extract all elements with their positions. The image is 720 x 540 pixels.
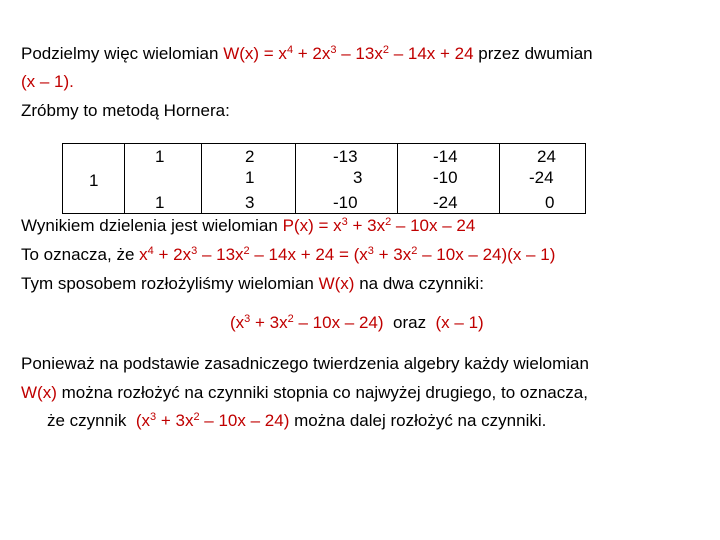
horner-coef-3: -13 — [333, 147, 358, 166]
divisor: (x – 1). — [21, 72, 74, 91]
factor-cubic: $(x^3 + 3x^2 - 10x - 24)$ — [230, 313, 384, 332]
horner-product-4: -24 — [529, 168, 554, 187]
factors-line: $(x^3 + 3x^2 - 10x - 24)$ oraz (x – 1) — [230, 313, 484, 332]
horner-table — [62, 143, 586, 214]
result-line-1: Wynikiem dzielenia jest wielomian $P(x) = x^3 + 3x^2 - 10x - 24$ — [21, 216, 476, 235]
horner-remainder: 0 — [545, 193, 555, 212]
polynomial-w: $W(x) = x^4 + 2x^3 - 13x^2 - 14x + 24$ — [223, 44, 474, 63]
horner-result-3: -10 — [333, 193, 358, 212]
horner-product-3: -10 — [433, 168, 458, 187]
horner-coef-4: -14 — [433, 147, 458, 166]
result-line-2: To oznacza, że $x^4 + 2x^3 - 13x^2 - 14x + 24 = (x^3 + 3x^2 - 10x - 24)(x - 1)$ — [21, 245, 556, 264]
horner-intro: Zróbmy to metodą Hornera: — [21, 101, 230, 120]
result-line-3: Tym sposobem rozłożyliśmy wielomian W(x) na dwa czynniki: — [21, 274, 484, 293]
horner-root: 1 — [89, 171, 99, 190]
w-reference: W(x) — [318, 274, 355, 293]
horner-product-2: 3 — [353, 168, 363, 187]
horner-result-1: 1 — [155, 193, 165, 212]
factor-cubic-2: $(x^3 + 3x^2 - 10x - 24)$ — [135, 411, 290, 430]
w-reference-2: W(x) — [21, 383, 57, 402]
factorization-equation: $x^4 + 2x^3 - 13x^2 - 14x + 24 = (x^3 + 3x^2 - 10x - 24)(x - 1)$ — [139, 245, 556, 264]
intro-line-1 — [21, 44, 593, 64]
factor-linear: (x – 1) — [435, 313, 484, 332]
horner-coef-5: 24 — [537, 147, 556, 166]
horner-product-1: 1 — [245, 168, 255, 187]
polynomial-p: $P(x) = x^3 + 3x^2 - 10x - 24$ — [282, 216, 476, 235]
conclusion-line-1: Ponieważ na podstawie zasadniczego twierdzenia algebry każdy wielomian — [21, 354, 589, 373]
horner-result-4: -24 — [433, 193, 458, 212]
intro-text-after: przez dwumian — [473, 44, 593, 63]
horner-result-2: 3 — [245, 193, 255, 212]
conclusion-line-3: że czynnik $(x^3 + 3x^2 - 10x - 24)$ można dalej rozłożyć na czynniki. — [47, 411, 547, 430]
intro-text: Podzielmy więc wielomian — [21, 44, 224, 63]
horner-coef-1: 1 — [155, 147, 165, 166]
conclusion-line-2: W(x) można rozłożyć na czynniki stopnia co najwyżej drugiego, to oznacza, — [21, 383, 588, 402]
horner-coef-2: 2 — [245, 147, 255, 166]
